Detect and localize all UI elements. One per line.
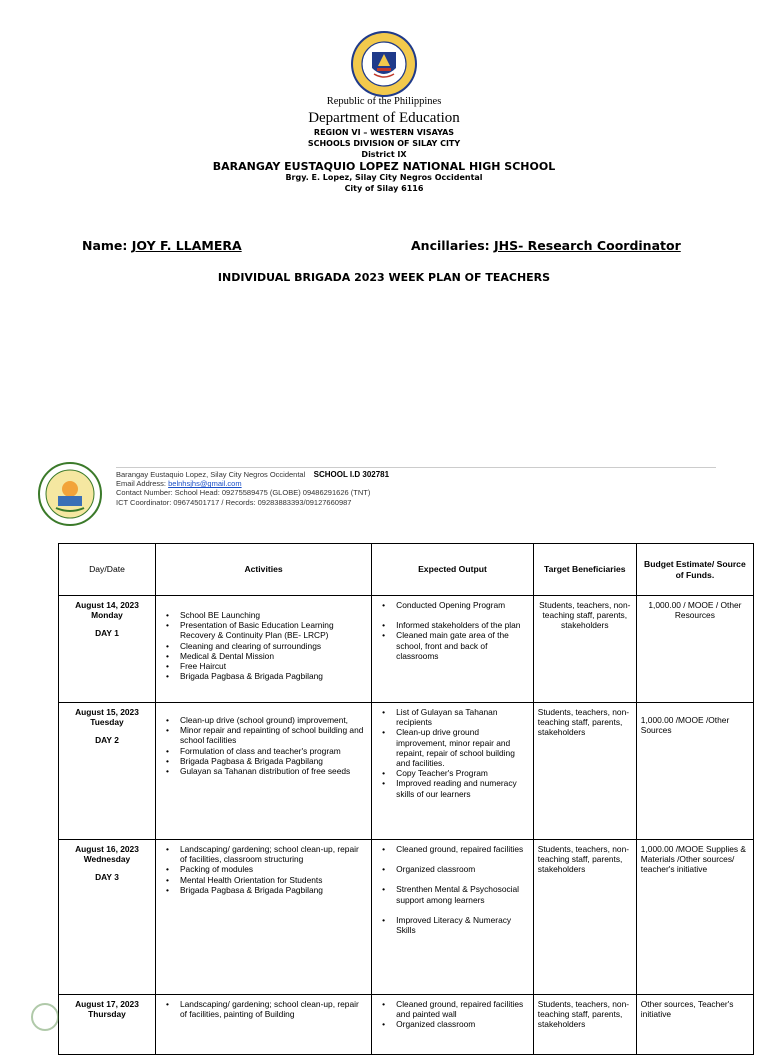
activities-cell (155, 703, 371, 840)
list-item: • Brigada Pagbasa & Brigada Pagbilang (180, 671, 367, 681)
budget-cell: 1,000.00 /MOOE Supplies & Materials /Other sources/ teacher's initiative (636, 840, 753, 995)
table-row (59, 840, 754, 995)
ict-line: ICT Coordinator: 09674501717 / Records: 09283883393/09127660987 (116, 497, 352, 507)
output-cell (372, 596, 534, 703)
school-address: Brgy. E. Lopez, Silay City Negros Occidental (285, 173, 483, 182)
list-item: • Landscaping/ gardening; school clean-up, repair of facilities, painting of Building (180, 999, 367, 1019)
header-activities: Activities (155, 544, 371, 596)
list-item: • Medical & Dental Mission (180, 651, 367, 661)
date: August 17, 2023 (75, 999, 139, 1009)
email-label: Email Address: (116, 479, 167, 489)
list-item: • Mental Health Orientation for Students (180, 875, 367, 885)
name-value: JOY F. LLAMERA (131, 238, 242, 253)
list-item: • Brigada Pagbasa & Brigada Pagbilang (180, 885, 367, 895)
date: August 14, 2023 (75, 600, 139, 610)
activities-cell (155, 995, 371, 1055)
list-item: • Packing of modules (180, 864, 367, 874)
footer-divider (116, 467, 716, 468)
date: August 16, 2023 (75, 844, 139, 854)
table-row (59, 703, 754, 840)
date: August 15, 2023 (75, 707, 139, 717)
header-day: Day/Date (59, 544, 156, 596)
list-item: • Brigada Pagbasa & Brigada Pagbilang (180, 756, 367, 766)
footer-address: Barangay Eustaquio Lopez, Silay City Negros Occidental (116, 470, 306, 479)
beneficiaries-cell: Students, teachers, non-teaching staff, parents, stakeholders (533, 840, 636, 995)
list-item: • Improved Literacy & Numeracy Skills (396, 915, 529, 935)
table-row (59, 995, 754, 1055)
deped-seal (350, 30, 418, 98)
header-budget: Budget Estimate/ Source of Funds. (636, 544, 753, 596)
list-item: • Landscaping/ gardening; school clean-up, repair of facilities, classroom structuring (180, 844, 367, 864)
list-item: • Clean-up drive ground improvement, minor repair and repaint, repair of school building and facilities. (396, 727, 529, 768)
weekday: Monday (91, 610, 123, 621)
table-header-row (59, 544, 754, 596)
school-id: SCHOOL I.D 302781 (313, 470, 390, 479)
output-cell (372, 840, 534, 995)
name-field (82, 238, 242, 253)
day-cell (59, 703, 156, 840)
plan-title: INDIVIDUAL BRIGADA 2023 WEEK PLAN OF TEACHERS (217, 271, 551, 284)
name-label: Name: (82, 238, 128, 253)
list-item: • School BE Launching (180, 610, 367, 620)
day-cell (59, 596, 156, 703)
day-cell (59, 840, 156, 995)
ancillaries-label: Ancillaries: (411, 238, 490, 253)
region-line: REGION VI – WESTERN VISAYAS (313, 128, 455, 137)
table-row (59, 596, 754, 703)
school-logo (36, 461, 104, 527)
list-item: • Organized classroom (396, 1019, 529, 1029)
beneficiaries-cell: Students, teachers, non-teaching staff, parents, stakeholders (533, 703, 636, 840)
department-line: Department of Education (308, 110, 460, 126)
ancillaries-field (411, 238, 681, 253)
email-link[interactable]: belnhsjhs@gmail.com (168, 479, 242, 489)
list-item: • Cleaned ground, repaired facilities (396, 844, 529, 854)
day-cell (59, 995, 156, 1055)
school-name: BARANGAY EUSTAQUIO LOPEZ NATIONAL HIGH SCHOOL (212, 160, 556, 173)
beneficiaries-cell: Students, teachers, non-teaching staff, parents, stakeholders (533, 596, 636, 703)
budget-cell: Other sources, Teacher's initiative (636, 995, 753, 1055)
list-item: • Improved reading and numeracy skills of our learners (396, 778, 529, 798)
list-item: • Informed stakeholders of the plan (396, 620, 529, 630)
beneficiaries-cell: Students, teachers, non-teaching staff, parents, stakeholders (533, 995, 636, 1055)
list-item: • Organized classroom (396, 864, 529, 874)
header-beneficiaries: Target Beneficiaries (533, 544, 636, 596)
day-number: DAY 2 (95, 735, 119, 746)
list-item: • Cleaned ground, repaired facilities and painted wall (396, 999, 529, 1019)
activities-cell (155, 840, 371, 995)
output-cell (372, 703, 534, 840)
list-item: • Free Haircut (180, 661, 367, 671)
output-cell (372, 995, 534, 1055)
faded-logo (30, 1002, 60, 1032)
activities-cell (155, 596, 371, 703)
district-line: District IX (361, 150, 407, 159)
weekday: Tuesday (90, 717, 124, 728)
day-number: DAY 3 (95, 872, 119, 883)
weekday: Thursday (88, 1009, 126, 1020)
division-line: SCHOOLS DIVISION OF SILAY CITY (307, 139, 461, 148)
weekday: Wednesday (83, 854, 131, 865)
list-item: • Gulayan sa Tahanan distribution of free seeds (180, 766, 367, 776)
list-item: • Minor repair and repainting of school building and school facilities (180, 725, 367, 745)
header-output: Expected Output (372, 544, 534, 596)
footer-contact (116, 470, 389, 507)
city-line: City of Silay 6116 (344, 184, 424, 193)
list-item: • Clean-up drive (school ground) improvement, (180, 715, 367, 725)
list-item: • Formulation of class and teacher's program (180, 746, 367, 756)
budget-cell: 1,000.00 / MOOE / Other Resources (636, 596, 753, 703)
republic-line: Republic of the Philippines (326, 96, 442, 107)
plan-table (58, 543, 754, 1055)
list-item: • Cleaned main gate area of the school, front and back of classrooms (396, 630, 529, 661)
list-item: • Conducted Opening Program (396, 600, 529, 610)
list-item: • Strenthen Mental & Psychosocial support among learners (396, 884, 529, 904)
list-item: • Copy Teacher's Program (396, 768, 529, 778)
contact-line: Contact Number: School Head: 09275589475 (GLOBE) 09486291626 (TNT) (116, 488, 371, 498)
list-item: • Presentation of Basic Education Learning Recovery & Continuity Plan (BE- LRCP) (180, 620, 367, 640)
ancillaries-value: JHS- Research Coordinator (494, 238, 681, 253)
list-item: • List of Gulayan sa Tahanan recipients (396, 707, 529, 727)
day-number: DAY 1 (95, 628, 119, 639)
list-item: • Cleaning and clearing of surroundings (180, 641, 367, 651)
budget-cell: 1,000.00 /MOOE /Other Sources (636, 703, 753, 840)
